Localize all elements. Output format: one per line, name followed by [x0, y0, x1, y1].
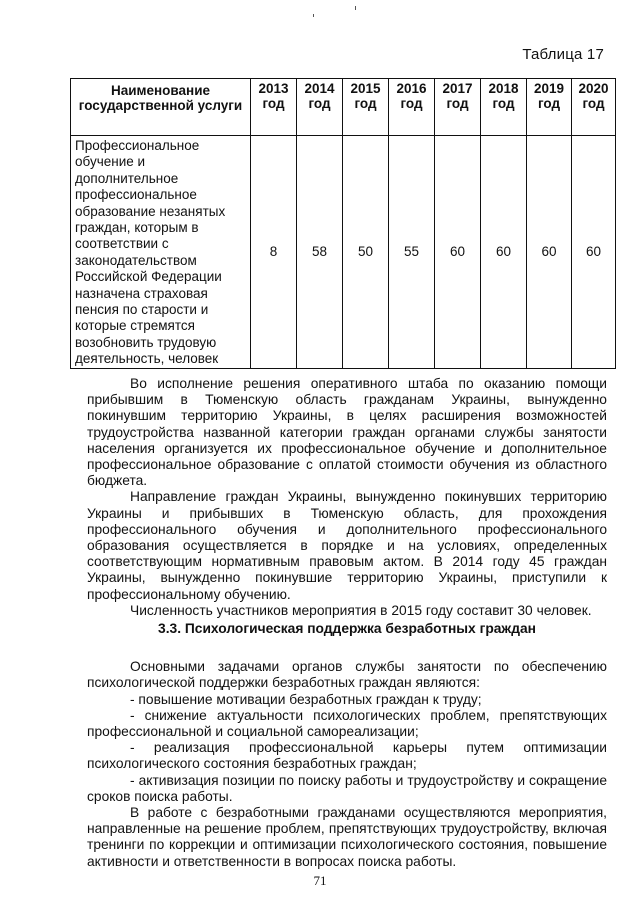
header-service: Наименование государственной услуги — [71, 79, 251, 136]
value-cell: 60 — [572, 136, 616, 369]
list-item: - активизация позиции по поиску работы и трудоустройству и сокращение сроков поиска работы. — [87, 772, 607, 804]
paragraph: Направление граждан Украины, вынужденно покинувших территорию Украины и прибывших в Тюменскую область, для прохождения профессионального обучения и дополнительного профессионального образования осуществляется в порядке и на условиях, определенных соответствующим нормативным правовым актом. В 2014 году 45 граждан Украины, вынужденно покинувшие территорию Украины, приступили к профессиональному обучению. — [87, 489, 607, 602]
value-cell: 60 — [435, 136, 481, 369]
header-year: 2013 год — [251, 79, 297, 136]
page-number: 71 — [313, 873, 327, 888]
value-cell: 50 — [343, 136, 389, 369]
header-year: 2019 год — [527, 79, 572, 136]
list-item: - снижение актуальности психологических проблем, препятствующих профессиональной и социальной самореализации; — [87, 707, 607, 740]
scan-artifact — [313, 14, 314, 17]
value-cell: 60 — [481, 136, 527, 369]
header-year: 2018 год — [481, 79, 527, 136]
header-year: 2016 год — [389, 79, 435, 136]
body-text — [87, 376, 607, 870]
scan-artifact — [355, 6, 356, 10]
paragraph: Во исполнение решения оперативного штаба по оказанию помощи прибывшим в Тюменскую область гражданам Украины, вынужденно покинувшим территорию Украины, в целях расширения возможностей трудоустройства названной категории граждан органами службы занятости населения организуется их профессиональное обучение и дополнительное профессиональное образование с оплатой стоимости обучения из областного бюджета. — [87, 376, 607, 489]
header-year: 2017 год — [435, 79, 481, 136]
value-cell: 58 — [297, 136, 343, 369]
table-row — [71, 136, 616, 369]
table-caption: Таблица 17 — [522, 46, 604, 63]
paragraph: Численность участников мероприятия в 2015 году составит 30 человек. — [130, 602, 592, 618]
services-table — [70, 78, 616, 369]
value-cell: 55 — [389, 136, 435, 369]
list-item: - реализация профессиональной карьеры путем оптимизации психологического состояния безработных граждан; — [87, 740, 607, 772]
header-year: 2020 год — [572, 79, 616, 136]
table-header-row — [71, 79, 616, 136]
service-name-cell: Профессиональное обучение и дополнительное профессиональное образование незанятых граждан, которым в соответствии с законодательством Российской Федерации назначена страховая пенсия по старости и которые стремятся возобновить трудовую деятельность, человек — [71, 136, 251, 369]
value-cell: 60 — [527, 136, 572, 369]
list-item: - повышение мотивации безработных граждан к труду; — [130, 691, 482, 707]
paragraph: Основными задачами органов службы занятости по обеспечению психологической поддержки безработных граждан являются: — [87, 659, 607, 691]
header-year: 2015 год — [343, 79, 389, 136]
value-cell: 8 — [251, 136, 297, 369]
paragraph: В работе с безработными гражданами осуществляются мероприятия, направленные на решение проблем, препятствующих трудоустройству, включая тренинги по коррекции и оптимизации психологического состояния, повышение активности и ответственности в вопросах поиска работы. — [87, 805, 607, 869]
section-heading: 3.3. Психологическая поддержка безработных граждан — [158, 621, 536, 637]
header-year: 2014 год — [297, 79, 343, 136]
